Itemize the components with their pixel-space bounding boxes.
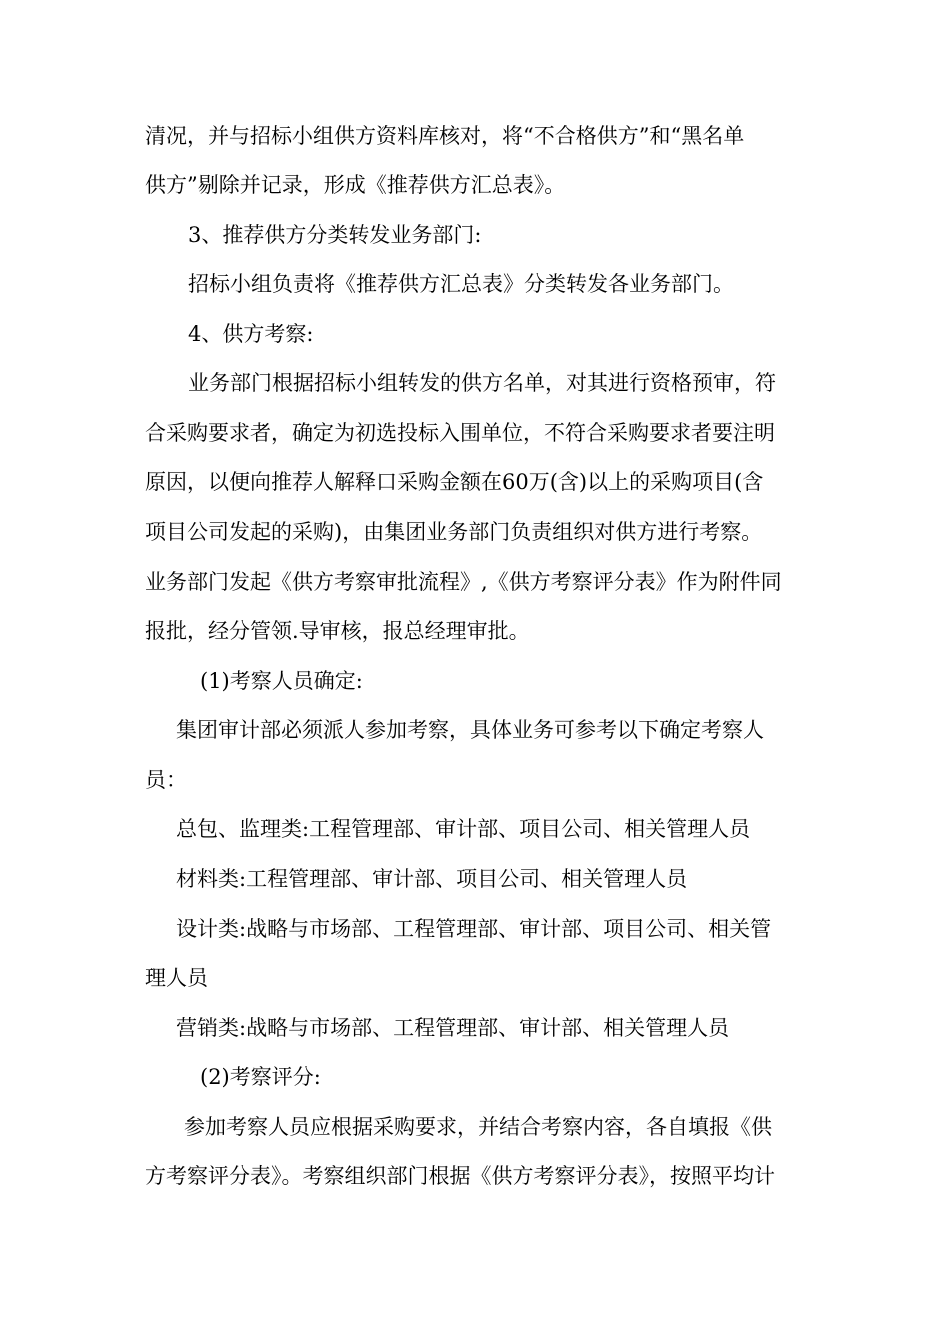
paragraph-line: 清况，并与招标小组供方资料库核对，将“不合格供方”和“黑名单: [145, 124, 745, 148]
list-item: 设计类:战略与市场部、工程管理部、审计部、项目公司、相关管: [176, 917, 772, 941]
paragraph-line: 业务部门发起《供方考察审批流程》,《供方考察评分表》作为附件同: [145, 570, 782, 594]
paragraph-line: 供方”剔除并记录，形成《推荐供方汇总表》。: [145, 173, 566, 197]
paragraph-line: 合采购要求者，确定为初选投标入围单位，不符合采购要求者要注明: [145, 421, 775, 445]
paragraph-line: 集团审计部必须派人参加考察，具体业务可参考以下确定考察人: [176, 718, 764, 742]
paragraph-line: 参加考察人员应根据采购要求，并结合考察内容，各自填报《供: [184, 1115, 772, 1139]
subsection-heading: (2)考察评分:: [200, 1065, 321, 1089]
paragraph-line: 业务部门根据招标小组转发的供方名单，对其进行资格预审，符: [188, 371, 776, 395]
list-item: 营销类:战略与市场部、工程管理部、审计部、相关管理人员: [176, 1016, 730, 1040]
section-heading: 4、供方考察:: [188, 322, 314, 346]
paragraph-line: 员：: [145, 768, 187, 792]
paragraph-line: 方考察评分表》。考察组织部门根据《供方考察评分表》，按照平均计: [145, 1164, 775, 1188]
paragraph-line: 报批，经分管领.导审核，报总经理审批。: [145, 619, 530, 643]
list-item: 总包、监理类:工程管理部、审计部、项目公司、相关管理人员: [176, 817, 751, 841]
paragraph-line: 项目公司发起的采购)，由集团业务部门负责组织对供方进行考察。: [145, 520, 763, 544]
list-item: 理人员: [145, 966, 208, 990]
paragraph-line: 原因，以便向推荐人解释口采购金额在60万(含)以上的采购项目(含: [145, 470, 764, 494]
paragraph-line: 招标小组负责将《推荐供方汇总表》分类转发各业务部门。: [188, 272, 734, 296]
section-heading: 3、推荐供方分类转发业务部门:: [188, 223, 482, 247]
subsection-heading: (1)考察人员确定:: [200, 669, 363, 693]
list-item: 材料类:工程管理部、审计部、项目公司、相关管理人员: [176, 867, 688, 891]
